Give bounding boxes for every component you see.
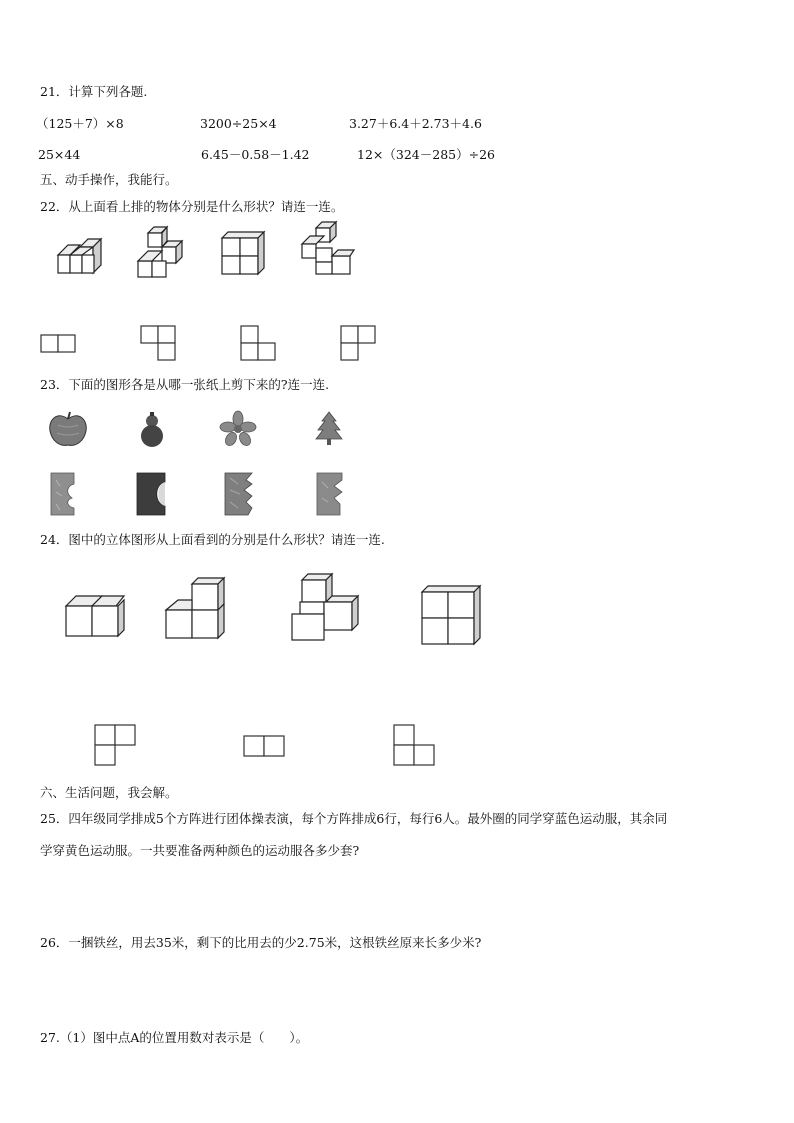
q22-top-view-1 <box>40 334 76 354</box>
q22-cube-figure-3 <box>220 230 268 276</box>
q22-top-view-2 <box>140 325 176 361</box>
q24-cube-figure-1 <box>64 594 126 638</box>
q23-paper-3 <box>224 472 254 516</box>
q23-apple-shape <box>48 411 88 449</box>
q21-expr-6: 12×（324－285）÷26 <box>357 147 495 162</box>
q22-title: 22．从上面看上排的物体分别是什么形状？请连一连。 <box>40 199 344 214</box>
q22-cube-figure-1 <box>56 235 106 277</box>
q23-tree-shape <box>314 411 344 447</box>
q21-expr-2: 3200÷25×4 <box>200 116 277 131</box>
q22-cube-figure-2 <box>136 227 190 279</box>
q27-text: 27.（1）图中点A的位置用数对表示是（ ）。 <box>40 1030 309 1045</box>
q24-title: 24．图中的立体图形从上面看到的分别是什么形状？请连一连. <box>40 532 385 547</box>
q23-paper-2 <box>136 472 166 516</box>
q23-paper-4 <box>316 472 346 516</box>
q24-top-view-3 <box>393 724 435 766</box>
q23-flower-shape <box>220 411 256 447</box>
q23-paper-1 <box>50 472 76 516</box>
q24-cube-figure-4 <box>420 584 482 648</box>
section-6-heading: 六、生活问题，我会解。 <box>40 785 178 800</box>
q21-expr-5: 6.45－0.58－1.42 <box>201 147 310 162</box>
q24-cube-figure-3 <box>292 574 362 642</box>
q21-expr-4: 25×44 <box>38 147 81 162</box>
q24-top-view-1 <box>94 724 136 766</box>
q25-line-2: 学穿黄色运动服。一共要准备两种颜色的运动服各多少套? <box>40 843 360 858</box>
q23-title: 23．下面的图形各是从哪一张纸上剪下来的?连一连. <box>40 377 330 392</box>
q23-gourd-shape <box>136 411 168 449</box>
q26-text: 26．一捆铁丝，用去35米，剩下的比用去的少2.75米，这根铁丝原来长多少米? <box>40 935 482 950</box>
q24-cube-figure-2 <box>166 578 230 640</box>
q21-expr-3: 3.27＋6.4＋2.73＋4.6 <box>349 116 482 131</box>
q24-top-view-2 <box>243 735 285 757</box>
q22-top-view-4 <box>340 325 376 361</box>
q21-title: 21．计算下列各题. <box>40 84 148 99</box>
section-5-heading: 五、动手操作，我能行。 <box>40 172 178 187</box>
q22-cube-figure-4 <box>300 222 356 278</box>
q25-line-1: 25．四年级同学排成5个方阵进行团体操表演，每个方阵排成6行，每行6人。最外圈的同学穿蓝色运动服，其余同 <box>40 811 668 826</box>
q21-expr-1: （125＋7）×8 <box>36 116 124 131</box>
q22-top-view-3 <box>240 325 276 361</box>
